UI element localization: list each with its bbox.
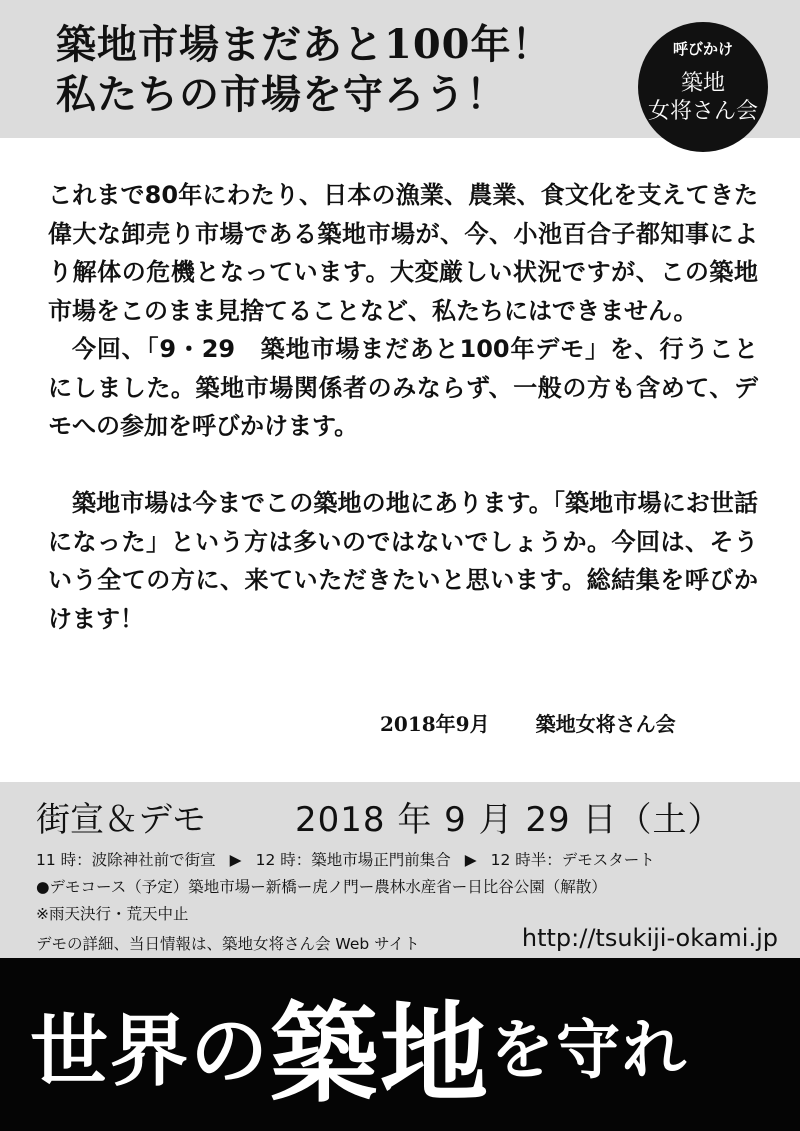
event-date: 2018 年 9 月 29 日（土） [295, 800, 723, 840]
badge-call-label: 呼びかけ [672, 40, 733, 58]
website-url: http://tsukiji-okami.jp [521, 924, 778, 952]
signature [380, 708, 676, 737]
slogan-part-2: 築地 [270, 991, 491, 1117]
event-info-panel [0, 782, 800, 958]
footer-banner [0, 958, 800, 1131]
paragraph-spacer [48, 446, 758, 485]
arrow-right-icon: ▶ [229, 851, 242, 869]
weather-note: ※雨天決行・荒天中止 [36, 905, 189, 923]
signature-org: 築地女将さん会 [535, 712, 676, 736]
organizer-badge [638, 22, 768, 152]
title-line-2: 私たちの市場を守ろう！ [56, 71, 507, 118]
statement-body [48, 176, 758, 638]
website-info: デモの詳細、当日情報は、築地女将さん会 Web サイト [36, 935, 420, 953]
arrow-right-icon: ▶ [464, 851, 477, 869]
badge-org-line-1: 築地 [680, 71, 725, 96]
badge-org-line-2: 女将さん会 [647, 99, 758, 124]
slogan-part-3: を守れ [490, 1012, 689, 1088]
statement-paragraph-1: これまで80年にわたり、日本の漁業、農業、食文化を支えてきた偉大な卸売り市場である築地市場が、今、小池百合子都知事により解体の危機となっています。大変厳しい状況ですが、この築地市場をこのまま見捨てることなど、私たちにはできません。 [48, 181, 758, 325]
schedule-item-start: 12 時半：デモスタート [490, 851, 655, 869]
page-title [56, 20, 553, 120]
slogan [30, 958, 688, 1131]
event-schedule [36, 848, 655, 870]
statement-paragraph-3: 築地市場は今までこの築地の地にあります。「築地市場にお世話になった」という方は多いのではないでしょうか。今回は、そういう全ての方に、来ていただきたいと思います。総結集を呼びかけます！ [48, 489, 758, 633]
title-line-1: 築地市場まだあと100年！ [56, 21, 553, 68]
slogan-part-1: 世界の [30, 1005, 271, 1097]
statement-paragraph-2: 今回、「9・29 築地市場まだあと100年デモ」を、行うことにしました。築地市場関係者のみならず、一般の方も含めて、デモへの参加を呼びかけます。 [48, 335, 758, 440]
event-heading: 街宣＆デモ [36, 800, 206, 840]
schedule-item-rally: 11 時：波除神社前で街宣 [36, 851, 216, 869]
schedule-item-assembly: 12 時：築地市場正門前集合 [255, 851, 451, 869]
demo-course: ●デモコース（予定）築地市場ー新橋ー虎ノ門ー農林水産省ー日比谷公園（解散） [36, 878, 607, 896]
signature-date: 2018年9月 [380, 712, 490, 736]
